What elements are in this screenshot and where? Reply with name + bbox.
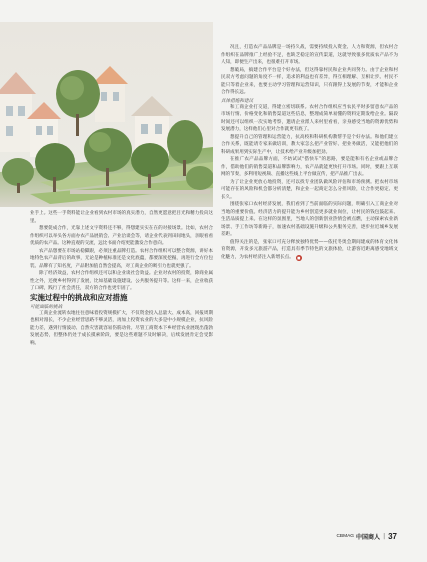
left-paragraph-3: 农产品想要在市场站稳脚跟，必须注重品牌打造。农村合作组织可以整合资源，讲好本地特色农产品背后的故事，无论是种植标准还是文化底蕴，都要深度挖掘，再进行全方位包装。品牌有了知名度，产品附加值自然会提高，对工商企业的吸引力也就更强了。: [30, 248, 213, 269]
right-section-paragraph-6: [221, 239, 398, 262]
left-paragraph-2: 想要促成合作，光靠上述文字资料还不够，得想建实实在在的对接场景。比如，农村合作组织可以举头各方面办农产品展销会、产业洽谈会等，请企业代表到田间地头，亲眼看看优质的农产品。这种直观的交流，远比书面介绍更能激发合作意向。: [30, 226, 213, 246]
right-section-paragraph-4: 为了让企业更放心地投资，还可以找专业团队做风险评估和市场预测。把农村市场可能存在的风险和机会都分析清楚，和企业一起商定怎么分担风险，让合作更稳定、更长久。: [221, 179, 398, 200]
footer-separator: |: [383, 533, 386, 540]
end-mark-icon: ■: [297, 255, 301, 260]
page-footer: [336, 532, 397, 541]
right-section-paragraph-3: 在推广农产品品牌方面，不妨试试“搭快车”的思路，要是能和有名企业或品牌合作，借助他们的销售渠道和品牌影响力，农产品就能更快打开市场。同时，要跟上互联网的节奏，多利用短视频、直播这些线上平台做宣传，把产品推广出去。: [221, 157, 398, 177]
right-section-paragraph-6-text: 值得关注的是，张家口可充分释放独特优势——依托冬奥会期间建成的体育文化体育资源，开发多元旅游产品，打造具有季节特色的文旅体验，让游客近距离感受地域文化魅力，为农村经济注入新增长点。: [221, 239, 398, 260]
measures-subtitle: 具体措施和建议: [221, 97, 254, 103]
right-paragraph-1: 况且，打造农产品品牌是一场持久战，需要持续投入资金、人力和资源，但农村合作组织在品牌推广上经验不足，也缺乏稳定的宣传渠道，这就导致很多优质农产品不为人知，即便生产出来，也很难打开市场。: [221, 45, 398, 65]
right-section-paragraph-1: 和工商企业打交道，得建立密切联系。农村合作组织应当农民平时多留意农产品的市场行情、价格变化和销售渠道这些信息，整理成简单易懂的资料定期发给企业。隔段时间还可以组织一次实地考察，邀请企业派人来村里看看，亲身感受当地的资源优势和发展潜力，这样他们心里对合作就更有底了。: [221, 104, 398, 132]
section-title: 实施过程中的挑战和应对措施: [30, 292, 128, 302]
right-section-paragraph-5: 围绕张家口农村经济发展，我们看到了当前面临的实际问题，明确引入工商企业对当地的重要价值。经济活力的提升能为乡村创造更多就业岗位，让村民的钱包鼓起来、生活品质提上来。在这样的氛围里，当地人的创新创业热情会被点燃，主动探索农业新场景、手工作坊等新路子，加速农村基础设施升级和公共服务完善，逐步拉近城乡发展差距。: [221, 202, 398, 237]
left-section-paragraph-1: 工商企业流转农地往往意味着投资规模扩大，不仅资金投入总量大、成本高，回报周期也相对漫长，不少企业经营思路不够灵活，再加上投资农业的大多是中小规模企业，抗风险能力差，遇到行情波动、自然灾害就容易伤筋动骨。尽管工商资本下乡经营农业展现出蓬勃发展态势，但整体仍处于成长摸索阶段，要是这些难题不及时解决，后续发展肯定会受影响。: [30, 310, 213, 346]
page-number: 37: [388, 532, 397, 541]
right-section-paragraph-2: 想提升自己的管理和运营能力，抗高校和科研机构教帮手是个好办法。和他们建立合作关系，既能请专家来做培训，教大家怎么把产业管好、把业务做活，又能把他们的科研成果用到实际生产中，让技术给产业升级加把劲。: [221, 134, 398, 155]
magazine-name: 中国商人: [356, 535, 381, 541]
left-paragraph-1: 业手上。这些一手资料能让企业看到农村市场的真实潜力，自然更愿意把目光和精力投向这里。: [30, 211, 213, 224]
challenges-subtitle: 可能面临的挑战: [30, 303, 63, 309]
left-text-column: [30, 210, 213, 347]
right-paragraph-2: 想破局，搞建合作平台是个好办法，但这得靠村民和企业共同努力。由于企业和村民双方考虑问题的角度不一样，追求的利益也有差异，得互相理解、互相让步。村民不能只等着企业来，也要主动学习管理和运营知识，只有跟得上发展的节奏，才能和企业合作得长远。: [221, 67, 398, 95]
magazine-code: CBMAG: [336, 534, 355, 539]
village-illustration: [0, 22, 213, 207]
village-scene-image: [0, 22, 213, 207]
left-paragraph-4: 除了经济效益，农村合作组织还可以和企业谈社会效益。企业对农村的投资，除商业属性之外，还便乡村得到了发展，比如基础设施建设、公共服务提升等。这样一来，企业收获了口碑，践行了社会责任，双方的合作也更牢固了。: [30, 271, 213, 291]
right-text-column: [221, 44, 398, 261]
